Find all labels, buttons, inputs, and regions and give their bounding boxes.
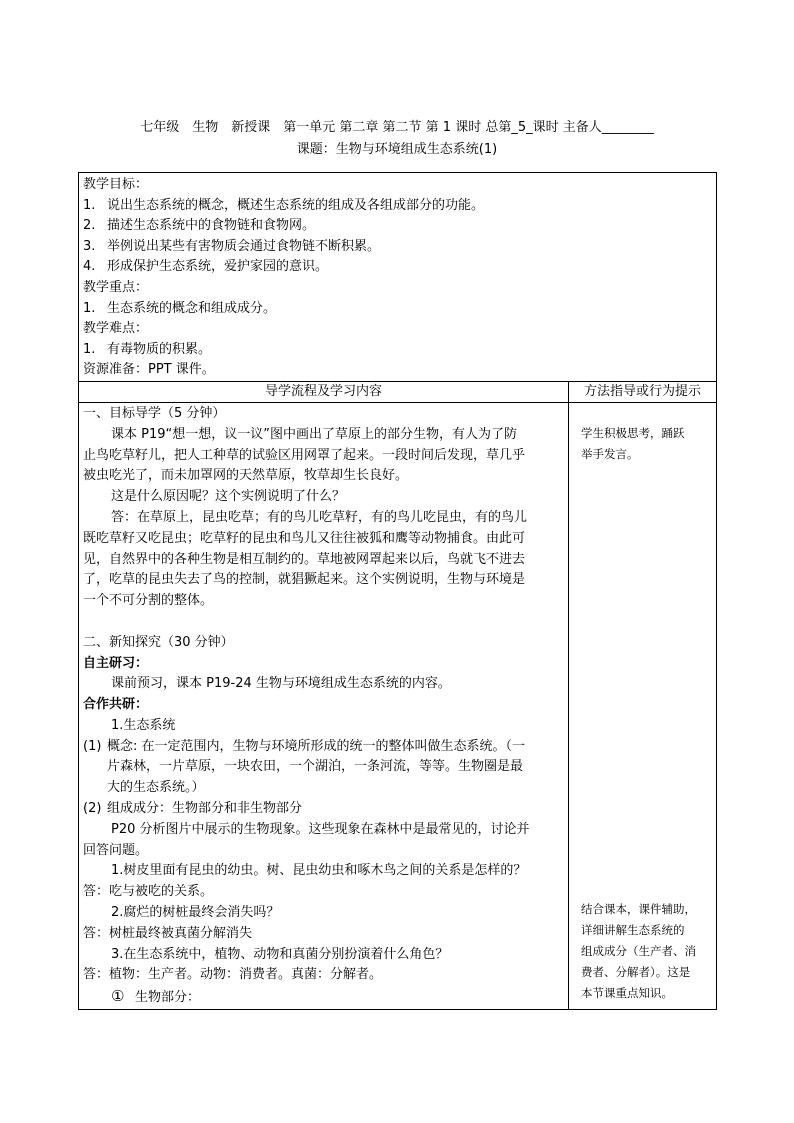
goals-label: 教学目标：	[83, 177, 149, 192]
notes-cell	[569, 402, 717, 1009]
answer-line: 了，吃草的昆虫失去了鸟的控制，就猖獗起来。这个实例说明，生物与环境是	[83, 572, 526, 588]
question-1: 1.树皮里面有昆虫的幼虫。树、昆虫幼虫和啄木鸟之间的关系是怎样的？	[111, 863, 527, 879]
lesson-title: 课题：生物与环境组成生态系统(1)	[296, 142, 498, 157]
goals-row	[79, 173, 717, 382]
key-point-item: 1. 生态系统的概念和组成成分。	[83, 300, 277, 316]
resources: 资源准备：PPT 课件。	[83, 362, 215, 378]
content-cell	[79, 402, 569, 1009]
goal-item: 2. 描述生态系统中的食物链和食物网。	[83, 218, 316, 234]
answer-line: 既吃草籽又吃昆虫；吃草籽的昆虫和鸟儿又往往被狐和鹰等动物捕食。由此可	[83, 530, 526, 546]
concept-item: (1) 概念: 在一定范围内，生物与环境所形成的统一的整体叫做生态系统。（一	[83, 738, 526, 754]
self-study-text: 课前预习，课本 P19-24 生物与环境组成生态系统的内容。	[111, 676, 451, 692]
difficulty-label: 教学难点：	[83, 321, 149, 337]
column-header-right: 方法指导或行为提示	[569, 381, 717, 402]
column-header-row	[79, 381, 717, 402]
question: 这是什么原因呢？这个实例说明了什么？	[111, 489, 346, 505]
section-1-title: 一、目标导学（5 分钟）	[83, 405, 226, 421]
section-2-title: 二、新知探究（30 分钟）	[83, 634, 234, 650]
note-1: 学生积极思考，踊跃 举手发言。	[581, 425, 685, 461]
header-line-1: 七年级 生物 新授课 第一单元 第二章 第二节 第 1 课时 总第_5_课时 主备人________	[140, 120, 654, 135]
paragraph-line: P20 分析图片中展示的生物现象。这些现象在森林中是最常见的，讨论并	[111, 821, 530, 837]
paragraph-line: 被虫吃光了，而未加罩网的天然草原，牧草却生长良好。	[83, 468, 409, 484]
content-row	[79, 402, 717, 1009]
paragraph-line: 课本 P19“想一想，议一议”图中画出了草原上的部分生物，有人为了防	[111, 426, 517, 442]
answer-1: 答：吃与被吃的关系。	[83, 884, 214, 900]
goal-item: 1. 说出生态系统的概念，概述生态系统的组成及各组成部分的功能。	[83, 197, 485, 213]
goal-item: 3. 举例说出某些有害物质会通过食物链不断积累。	[83, 238, 381, 254]
goal-item: 4. 形成保护生态系统，爱护家园的意识。	[83, 259, 329, 275]
column-header-left: 导学流程及学习内容	[79, 381, 569, 402]
answer-line: 一个不可分割的整体。	[83, 593, 214, 609]
answer-2: 答：树桩最终被真菌分解消失	[83, 925, 253, 941]
concept-line: 大的生态系统。）	[107, 780, 205, 796]
lesson-plan-table	[78, 172, 717, 1010]
components-item: (2) 组成成分：生物部分和非生物部分	[83, 801, 303, 817]
eco-title: 1.生态系统	[111, 717, 176, 733]
coop-label: 合作共研：	[83, 697, 149, 713]
paragraph-line: 止鸟吃草籽儿，把人工种草的试验区用网罩了起来。一段时间后发现，草几乎	[83, 447, 526, 463]
concept-line: 片森林，一片草原，一块农田，一个湖泊，一条河流，等等。生物圈是最	[107, 759, 524, 775]
answer-line: 见，自然界中的各种生物是相互制约的。草地被网罩起来以后，鸟就飞不进去	[83, 551, 526, 567]
key-points-label: 教学重点：	[83, 279, 149, 295]
paragraph-line: 回答问题。	[83, 842, 149, 858]
note-2: 结合课本，课件辅助， 详细讲解生态系统的 组成成分（生产者、消 费者、分解者）。这是 本节课重点知识。	[581, 901, 696, 1000]
answer-3: 答：植物：生产者。动物：消费者。真菌：分解者。	[83, 967, 383, 983]
answer-line: 答：在草原上，昆虫吃草；有的鸟儿吃草籽，有的鸟儿吃昆虫，有的鸟儿	[111, 509, 528, 525]
self-study-label: 自主研习：	[83, 655, 149, 671]
question-2: 2.腐烂的树桩最终会消失吗？	[111, 905, 280, 921]
difficulty-item: 1. 有毒物质的积累。	[83, 341, 212, 357]
question-3: 3.在生态系统中，植物、动物和真菌分别扮演着什么角色？	[111, 946, 449, 962]
bio-part-item: ① 生物部分：	[111, 987, 201, 1006]
